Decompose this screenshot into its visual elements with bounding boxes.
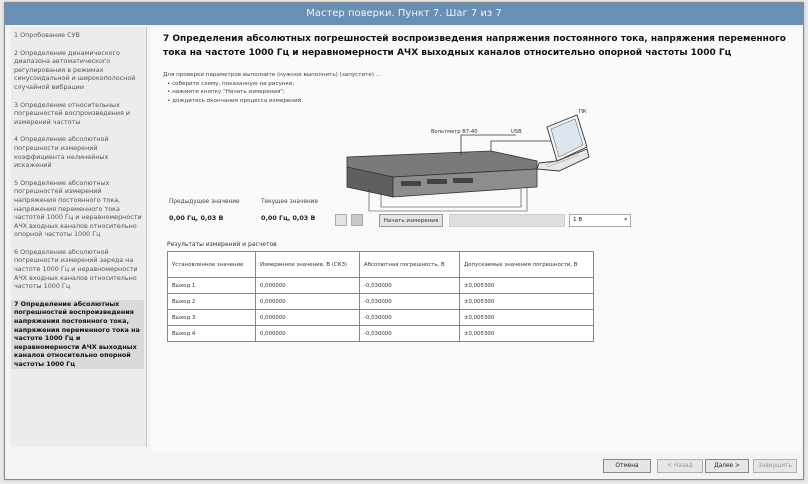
results-table (167, 251, 594, 342)
next-button[interactable]: Далее > (705, 459, 749, 473)
range-select-value: 1 В (573, 217, 583, 223)
sidebar-step-4[interactable]: 4 Определение абсолютной погрешности измерений коэффициента нелинейных искажений (14, 135, 109, 170)
table-cell: -0,030000 (360, 310, 460, 326)
table-cell: Выход 4 (168, 326, 256, 342)
chevron-down-icon: ▾ (624, 217, 627, 223)
table-cell: ±0,005300 (460, 294, 594, 310)
column-header: Абсолютная погрешность, В (360, 252, 460, 278)
table-cell: ±0,005300 (460, 326, 594, 342)
curr-value: 0,00 Гц, 0,03 В (261, 214, 316, 222)
prev-value: 0,00 Гц, 0,03 В (169, 214, 224, 222)
instruction-item: • дождитесь окончания процесса измерений. (167, 97, 463, 106)
table-cell: ±0,005300 (460, 278, 594, 294)
step-content (151, 27, 801, 451)
back-button[interactable]: < Назад (657, 459, 703, 473)
instructions (163, 71, 463, 105)
page-title: 7 Определения абсолютных погрешностей воспроизведения напряжения постоянного тока, напряжения переменного тока на частоте 1000 Гц и неравномерности АЧХ выходных каналов относительно опорной частоты 1000 Гц (163, 34, 786, 58)
cable-label: USB (511, 129, 522, 135)
connection-diagram (341, 107, 601, 217)
table-cell: Выход 2 (168, 294, 256, 310)
table-cell: ±0,005300 (460, 310, 594, 326)
table-cell: -0,030000 (360, 278, 460, 294)
grid-icon[interactable] (351, 214, 363, 226)
table-cell: 0,000000 (256, 310, 360, 326)
start-measurement-button[interactable]: Начать измерения (379, 214, 443, 227)
sidebar-step-2[interactable]: 2 Определение динамического диапазона автоматического регулирования в режимах синусоидальной и широкополосной случайной вибрации (14, 48, 136, 91)
settings-icon[interactable] (335, 214, 347, 226)
wizard-window (4, 2, 804, 480)
sidebar-step-1[interactable]: 1 Опробование СУВ (14, 31, 80, 39)
finish-button[interactable]: Завершить (753, 459, 797, 473)
table-cell: 0,000000 (256, 278, 360, 294)
table-cell: 0,000000 (256, 326, 360, 342)
cancel-button[interactable]: Отмена (603, 459, 651, 473)
device-label: Вольтметр В7-40 (431, 129, 478, 135)
table-row (168, 278, 594, 294)
connection-diagram-image (341, 107, 601, 217)
table-cell: Выход 3 (168, 310, 256, 326)
curr-value-label: Текущее значение (261, 199, 319, 205)
instructions-intro: Для проверки параметров выполните (нужное выполнить) (запустите) ... (163, 72, 382, 78)
instruction-item: • нажмите кнопку "Начать измерения"; (167, 88, 463, 97)
wizard-footer (5, 455, 803, 479)
column-header: Измеренное значение, В (СКЗ) (256, 252, 360, 278)
sidebar-step-3[interactable]: 3 Определение относительных погрешностей воспроизведения и измерений частоты (14, 100, 131, 126)
table-row (168, 326, 594, 342)
results-title: Результаты измерений и расчетов (167, 241, 277, 248)
table-cell: -0,030000 (360, 326, 460, 342)
sidebar-step-7[interactable]: 7 Определение абсолютных погрешностей воспроизведения напряжения постоянного тока, напряжения переменного тока на частоте 1000 Гц и неравномерности АЧХ выходных каналов относительно опорной частоты 1000 Гц (11, 300, 144, 369)
table-cell: 0,000000 (256, 294, 360, 310)
sidebar-step-6[interactable]: 6 Определение абсолютной погрешности измерений заряда на частоте 1000 Гц и неравномерности АЧХ входных каналов относительно частоты 1000 Гц (14, 247, 138, 291)
table-row (168, 294, 594, 310)
measurement-progress (449, 214, 565, 227)
column-header: Установленное значение (168, 252, 256, 278)
sidebar-step-5[interactable]: 5 Определение абсолютных погрешностей измерений напряжения постоянного тока, напряжения переменного тока частотой 1000 Гц и неравномерности АЧХ входных каналов относительно опорной частоты 1000 Гц (14, 178, 142, 239)
range-select[interactable] (569, 214, 631, 227)
table-header-row (168, 252, 594, 278)
column-header: Допускаемые значения погрешности, В (460, 252, 594, 278)
prev-value-label: Предыдущее значение (169, 199, 240, 205)
steps-sidebar (11, 27, 147, 447)
table-row (168, 310, 594, 326)
instruction-item: • соберите схему, показанную на рисунке; (167, 80, 463, 89)
table-cell: -0,030000 (360, 294, 460, 310)
window-title: Мастер поверки. Пункт 7. Шаг 7 из 7 (5, 3, 803, 25)
table-cell: Выход 1 (168, 278, 256, 294)
pc-label: ПК (579, 109, 587, 115)
